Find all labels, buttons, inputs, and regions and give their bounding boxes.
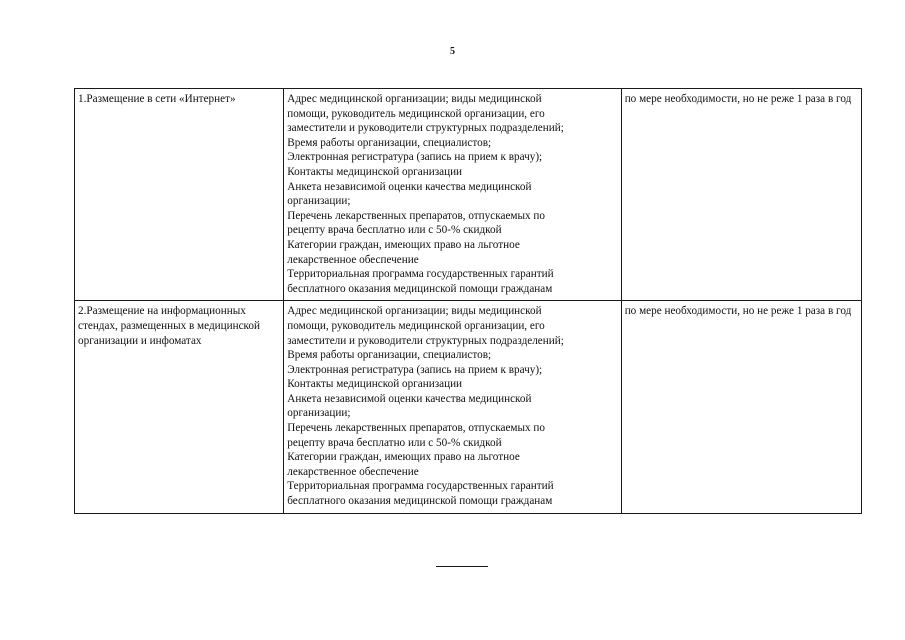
content-line: лекарственное обеспечение	[287, 253, 419, 266]
content-cell	[284, 301, 621, 513]
channel-cell: 2.Размещение на информационных стендах, размещенных в медицинской организации и инфоматах	[75, 301, 284, 513]
content-line: Электронная регистратура (запись на прием к врачу);	[287, 151, 543, 164]
content-line: помощи, руководитель медицинской организации, его	[287, 319, 545, 332]
content-line: бесплатного оказания медицинской помощи гражданам	[287, 495, 553, 508]
content-line: Время работы организации, специалистов;	[287, 136, 492, 149]
content-line: Контакты медицинской организации	[287, 165, 463, 178]
content-line: рецепту врача бесплатно или с 50-% скидкой	[287, 436, 502, 449]
content-line: лекарственное обеспечение	[287, 465, 419, 478]
content-line: Категории граждан, имеющих право на льготное	[287, 451, 520, 464]
content-line: Категории граждан, имеющих право на льготное	[287, 238, 520, 251]
content-line: организации;	[287, 407, 351, 420]
footer-divider	[436, 566, 488, 567]
content-line: рецепту врача бесплатно или с 50-% скидкой	[287, 224, 502, 237]
content-line: Контакты медицинской организации	[287, 378, 463, 391]
content-line: бесплатного оказания медицинской помощи гражданам	[287, 282, 553, 295]
content-line: Территориальная программа государственных гарантий	[287, 480, 554, 493]
content-line: Адрес медицинской организации; виды медицинской	[287, 305, 542, 318]
content-line: Электронная регистратура (запись на прием к врачу);	[287, 363, 543, 376]
content-line: Анкета независимой оценки качества медицинской	[287, 392, 532, 405]
information-table	[74, 88, 862, 514]
page-number: 5	[450, 46, 455, 57]
content-line: Время работы организации, специалистов;	[287, 349, 492, 362]
content-line: Перечень лекарственных препаратов, отпускаемых по	[287, 209, 545, 222]
content-line: заместители и руководители структурных подразделений;	[287, 122, 564, 135]
frequency-cell: по мере необходимости, но не реже 1 раза в год	[621, 301, 861, 513]
content-cell	[284, 89, 621, 301]
content-line: организации;	[287, 195, 351, 208]
content-line: Территориальная программа государственных гарантий	[287, 268, 554, 281]
content-line: помощи, руководитель медицинской организации, его	[287, 107, 545, 120]
content-line: Перечень лекарственных препаратов, отпускаемых по	[287, 422, 545, 435]
content-line: Анкета независимой оценки качества медицинской	[287, 180, 532, 193]
content-line: заместители и руководители структурных подразделений;	[287, 334, 564, 347]
content-line: Адрес медицинской организации; виды медицинской	[287, 93, 542, 105]
frequency-cell: по мере необходимости, но не реже 1 раза в год	[621, 89, 861, 301]
table-row	[75, 89, 862, 301]
channel-cell: 1.Размещение в сети «Интернет»	[75, 89, 284, 301]
table-row	[75, 301, 862, 513]
